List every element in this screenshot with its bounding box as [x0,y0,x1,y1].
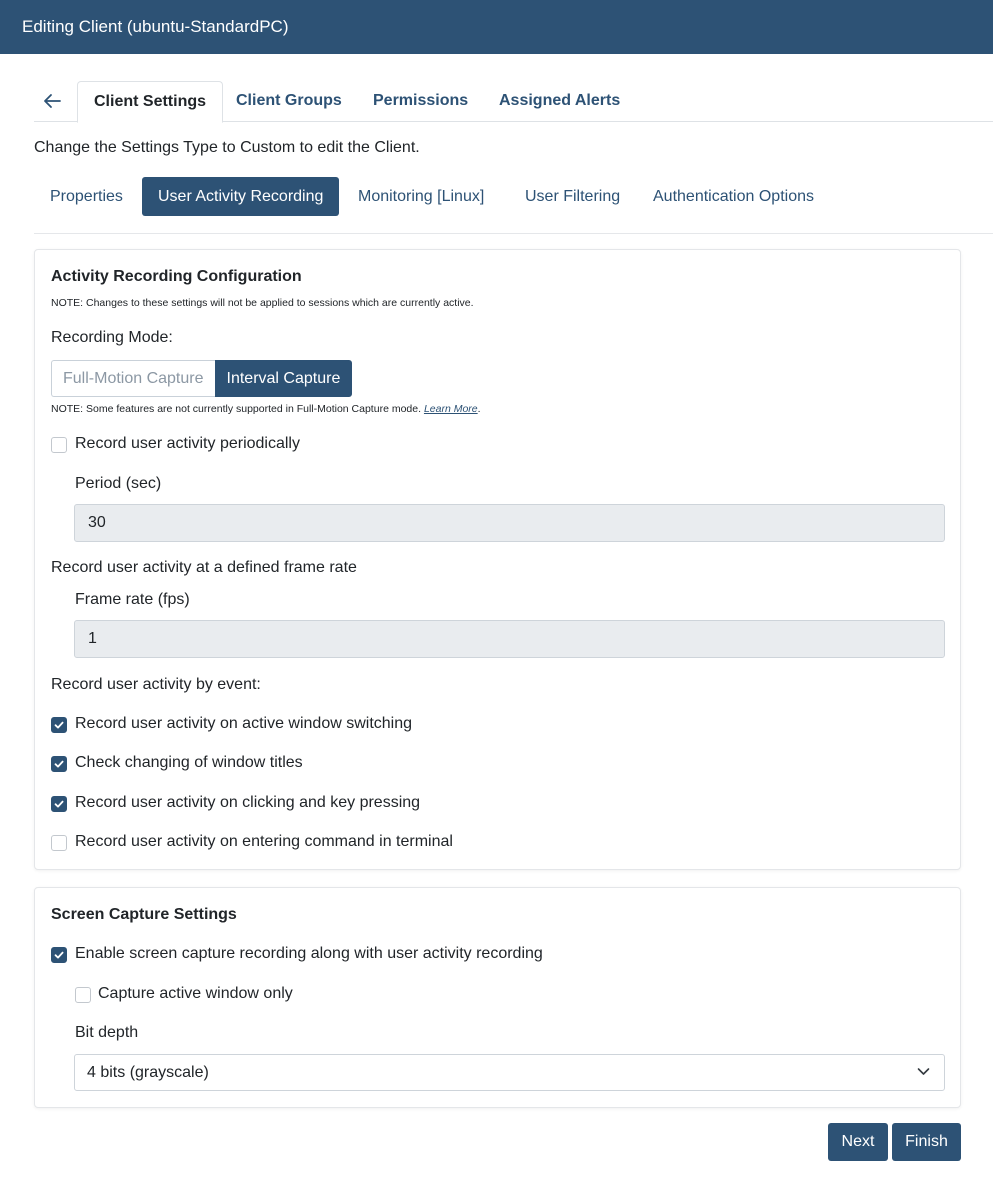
enable-screen-capture-label: Enable screen capture recording along with user activity recording [75,945,543,962]
recording-mode-label: Recording Mode: [51,329,173,346]
record-by-event-heading: Record user activity by event: [51,676,261,693]
mode-note-text: NOTE: Some features are not currently supported in Full-Motion Capture mode. [51,403,422,415]
bit-depth-label: Bit depth [75,1024,139,1041]
check-icon [54,720,64,730]
clicking-key-pressing-checkbox[interactable] [51,796,67,812]
learn-more-link[interactable]: Learn More [423,403,478,415]
tab-permissions[interactable]: Permissions [373,92,469,109]
period-input[interactable]: 30 [74,504,945,542]
terminal-command-checkbox[interactable] [51,835,67,851]
subtab-user-filtering[interactable]: User Filtering [525,188,621,205]
enable-screen-capture-checkbox[interactable] [51,947,67,963]
interval-capture-button[interactable]: Interval Capture [215,360,353,397]
frame-rate-input[interactable]: 1 [74,620,945,658]
bit-depth-select[interactable] [74,1054,945,1091]
full-motion-capture-button[interactable]: Full-Motion Capture [51,360,215,397]
bit-depth-value: 4 bits (grayscale) [87,1064,209,1081]
sub-tabs [34,176,993,234]
tab-client-groups[interactable]: Client Groups [236,92,342,109]
settings-type-note: Change the Settings Type to Custom to edit the Client. [34,139,420,156]
activity-recording-card [34,249,961,870]
record-periodically-checkbox[interactable] [51,437,67,453]
activity-recording-note: NOTE: Changes to these settings will not be applied to sessions which are currently active. [51,297,474,309]
mode-support-note: NOTE: Some features are not currently supported in Full-Motion Capture mode. Learn More. [51,403,481,415]
main-tabs [34,81,993,122]
capture-active-window-label: Capture active window only [98,985,293,1002]
next-button[interactable]: Next [828,1123,888,1161]
chevron-down-icon [917,1067,930,1076]
subtab-user-activity-recording[interactable]: User Activity Recording [142,177,339,216]
period-label: Period (sec) [75,475,162,492]
screen-capture-title: Screen Capture Settings [51,906,237,923]
clicking-key-pressing-label: Record user activity on clicking and key pressing [75,794,421,811]
subtab-authentication-options[interactable]: Authentication Options [653,188,814,205]
window-titles-label: Check changing of window titles [75,754,303,771]
frame-rate-label: Frame rate (fps) [75,591,190,608]
screen-capture-card [34,887,961,1108]
window-titles-checkbox[interactable] [51,756,67,772]
tab-client-settings[interactable]: Client Settings [77,81,223,123]
back-arrow-icon[interactable] [40,89,64,113]
finish-button[interactable]: Finish [892,1123,961,1161]
window-title: Editing Client (ubuntu-StandardPC) [0,0,993,54]
check-icon [54,799,64,809]
recording-mode-toggle [51,360,352,397]
window-switching-label: Record user activity on active window switching [75,715,413,732]
check-icon [54,759,64,769]
record-periodically-label: Record user activity periodically [75,435,300,452]
subtab-properties[interactable]: Properties [50,188,123,205]
activity-recording-title: Activity Recording Configuration [51,268,302,285]
window-switching-checkbox[interactable] [51,717,67,733]
check-icon [54,950,64,960]
tab-assigned-alerts[interactable]: Assigned Alerts [499,92,621,109]
capture-active-window-checkbox[interactable] [75,987,91,1003]
subtab-monitoring-linux[interactable]: Monitoring [Linux] [358,188,485,205]
terminal-command-label: Record user activity on entering command in terminal [75,833,453,850]
frame-rate-heading: Record user activity at a defined frame rate [51,559,357,576]
